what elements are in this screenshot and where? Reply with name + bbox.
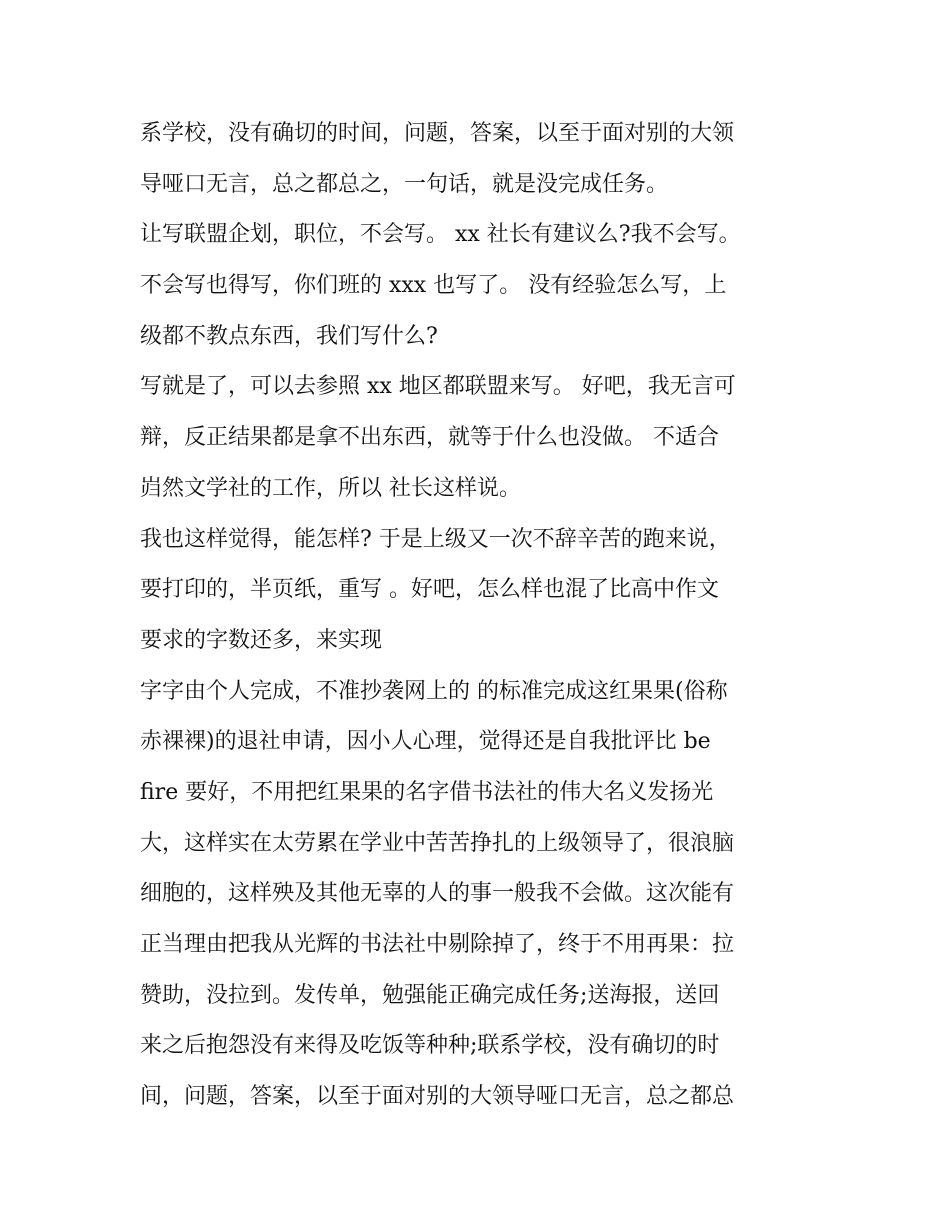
text-line: 间，问题，答案，以至于面对别的大领导哑口无言，总之都总 [140, 1084, 735, 1110]
text-line: 来之后抱怨没有来得及吃饭等种种;联系学校，没有确切的时 [140, 1033, 720, 1059]
text-line: 我也这样觉得，能怎样? 于是上级又一次不辞辛苦的跑来说， [140, 526, 731, 552]
text-line: 导哑口无言，总之都总之，一句话，就是没完成任务。 [140, 171, 669, 197]
text-line: 写就是了，可以去参照 xx 地区都联盟来写。 好吧，我无言可 [140, 374, 736, 400]
text-line: 辩，反正结果都是拿不出东西，就等于什么也没做。 不适合 [140, 425, 719, 451]
text-line: fire 要好，不用把红果果的名字借书法社的伟大名义发扬光 [140, 779, 714, 805]
text-line: 系学校，没有确切的时间，问题，答案，以至于面对别的大领 [140, 121, 735, 146]
text-line: 岿然文学社的工作，所以 社长这样说。 [140, 475, 521, 501]
text-line: 字字由个人完成，不准抄袭网上的 的标准完成这红果果(俗称 [140, 678, 728, 704]
text-line: 不会写也得写，你们班的 xxx 也写了。 没有经验怎么写，上 [140, 273, 727, 299]
text-line: 让写联盟企划，职位，不会写。 xx 社长有建议么?我不会写。 [140, 222, 741, 248]
text-line: 细胞的，这样殃及其他无辜的人的事一般我不会做。这次能有 [140, 881, 735, 907]
body-text [140, 109, 820, 1123]
text-line: 大，这样实在太劳累在学业中苦苦挣扎的上级领导了，很浪脑 [140, 830, 735, 856]
text-line: 要求的字数还多，来实现 [140, 627, 383, 653]
text-line: 级都不教点东西，我们写什么? [140, 323, 438, 349]
text-line: 赞助，没拉到。发传单，勉强能正确完成任务;送海报，送回 [140, 982, 720, 1008]
text-line: 赤裸裸)的退社申请，因小人心理，觉得还是自我批评比 be [140, 729, 711, 755]
text-line: 要打印的，半页纸，重写 。好吧，怎么样也混了比高中作文 [140, 577, 719, 603]
text-line: 正当理由把我从光辉的书法社中剔除掉了，终于不用再果：拉 [140, 932, 735, 957]
